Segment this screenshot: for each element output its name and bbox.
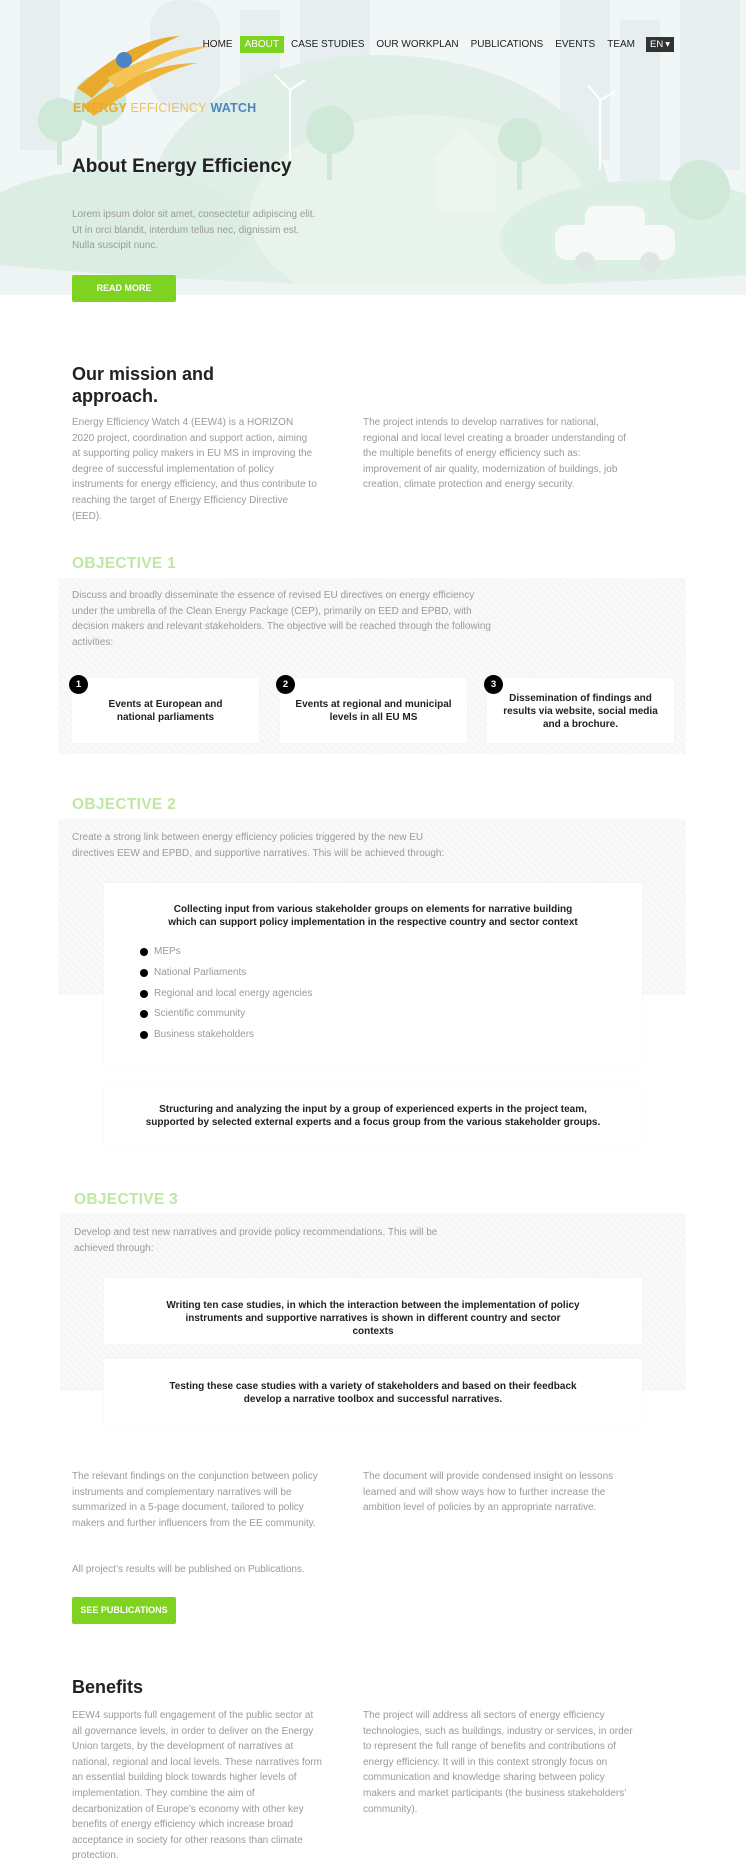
card-3-text: Dissemination of findings and results via website, social media and a brochure. [503, 693, 658, 730]
card-1-text: Events at European and national parliaments [108, 699, 223, 723]
nav-publications[interactable]: PUBLICATIONS [470, 39, 544, 50]
language-selector[interactable] [646, 37, 674, 52]
read-more-button[interactable]: READ MORE [72, 275, 176, 302]
benefits-right-text: The project will address all sectors of energy efficiency technologies, such as buildings, industry or services, in order to represent the full range of benefits and contributions of energy efficiency. It will in this context strongly focus on communication and knowledge sharing between policy makers and market participants (the business stakeholders’ community). [363, 1710, 633, 1815]
card-2-text: Events at regional and municipal levels in all EU MS [295, 699, 452, 723]
stakeholder-list [140, 946, 312, 1050]
nav-team[interactable]: TEAM [607, 39, 636, 50]
findings-note: All project’s results will be published on Publications. [72, 1564, 305, 1575]
hero-section [0, 0, 746, 295]
objective-1-title: OBJECTIVE 1 [72, 555, 177, 572]
mission-left-text: Energy Efficiency Watch 4 (EEW4) is a HORIZON 2020 project, coordination and support action, aiming at supporting policy makers in EU MS in improving the degree of successful implementation of policy instruments for energy efficiency, and thus contribute to reaching the target of Energy Efficiency Directive (EED). [72, 417, 317, 522]
see-publications-button[interactable]: SEE PUBLICATIONS [72, 1597, 176, 1624]
nav-home[interactable]: HOME [202, 39, 233, 50]
language-label: EN [650, 39, 664, 50]
list-item: Regional and local energy agencies [140, 988, 312, 1009]
objective-2-title: OBJECTIVE 2 [72, 796, 177, 813]
logo-word-energy: ENERGY [73, 101, 127, 115]
objective-3-card-1-text: Writing ten case studies, in which the interaction between the implementation of policy instruments and supportive narratives is shown in different country and sector contexts [166, 1300, 580, 1337]
caret-down-icon: ▾ [665, 39, 670, 50]
logo-word-watch: WATCH [210, 101, 257, 115]
step-1-badge: 1 [69, 675, 88, 694]
objective-2-text: Create a strong link between energy efficiency policies triggered by the new EU directives EEW and EPBD, and supportive narratives. This will be achieved through: [72, 832, 445, 859]
benefits-title: Benefits [72, 1677, 144, 1697]
objective-3-card-2-text: Testing these case studies with a variety of stakeholders and based on their feedback develop a narrative toolbox and successful narratives. [169, 1381, 577, 1405]
logo-word-efficiency: EFFICIENCY [130, 101, 207, 115]
page-title: About Energy Efficiency [72, 156, 292, 177]
list-item: MEPs [140, 946, 312, 967]
objective-2-card-1-text: Collecting input from various stakeholder groups on elements for narrative building which can support policy implementation in the respective country and sector context [168, 904, 578, 928]
findings-right-text: The document will provide condensed insight on lessons learned and will show ways how to further increase the ambition level of policies by an appropriate narrative. [363, 1471, 614, 1514]
mission-title: Our mission and approach. [72, 364, 215, 406]
step-2-badge: 2 [276, 675, 295, 694]
mission-right-text: The project intends to develop narratives for national, regional and local level creating a broader understanding of the multiple benefits of energy efficiency such as: improvement of air quality, modernization of buildings, job creation, climate protection and energy security. [363, 417, 626, 491]
findings-left-text: The relevant findings on the conjunction between policy instruments and complementary narratives will be summarized in a 5-page document, tailored to policy makers and further influencers from the EE community. [72, 1471, 318, 1529]
list-item: Scientific community [140, 1008, 312, 1029]
step-3-badge: 3 [484, 675, 503, 694]
logo-wordmark[interactable] [73, 101, 256, 115]
nav-about[interactable]: ABOUT [240, 36, 284, 53]
benefits-left-text: EEW4 supports full engagement of the public sector at all governance levels, in order to deliver on the Energy Union targets, by the development of narratives at national, regional and local levels. These narratives form an essential building block towards higher levels of implementation. They combine the aim of decarbonization of Europe’s economy with other key benefits of energy efficiency which increase broad acceptance in society for other reasons than climate protection. [72, 1710, 322, 1862]
main-nav [196, 36, 674, 53]
objective-2-card-2-text: Structuring and analyzing the input by a group of experienced experts in the project team, supported by selected external experts and a focus group from the various stakeholder groups. [145, 1104, 601, 1128]
objective-3-title: OBJECTIVE 3 [74, 1191, 179, 1208]
objective-1-text: Discuss and broadly disseminate the essence of revised EU directives on energy efficiency under the umbrella of the Clean Energy Package (CEP), primarily on EED and EPBD, with decision makers and relevant stakeholders. The objective will be reached through the following activities: [72, 590, 491, 648]
hero-text: Lorem ipsum dolor sit amet, consectetur adipiscing elit. Ut in orci blandit, interdum tellus nec, dignissim est. Nulla suscipit nunc. [72, 209, 316, 251]
nav-our-workplan[interactable]: OUR WORKPLAN [376, 39, 459, 50]
list-item: National Parliaments [140, 967, 312, 988]
objective-3-text: Develop and test new narratives and provide policy recommendations. This will be achieved through: [74, 1227, 438, 1254]
nav-case-studies[interactable]: CASE STUDIES [291, 39, 365, 50]
nav-events[interactable]: EVENTS [555, 39, 596, 50]
list-item: Business stakeholders [140, 1029, 312, 1050]
